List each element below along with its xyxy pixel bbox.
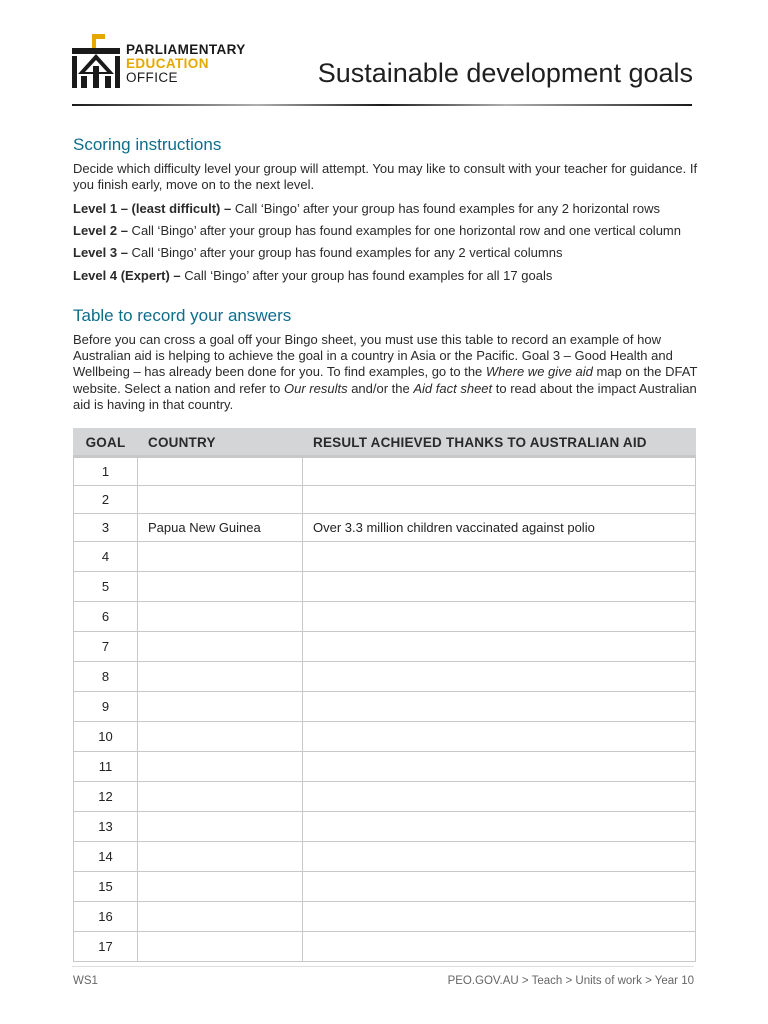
peo-logo	[72, 34, 262, 90]
scoring-intro: Decide which difficulty level your group will attempt. You may like to consult with your teacher for guidance. If you finish early, move on to the next level.	[73, 161, 698, 193]
table-row	[74, 542, 696, 572]
goal-cell: 17	[74, 932, 138, 962]
country-cell[interactable]	[138, 572, 303, 602]
result-cell[interactable]	[303, 542, 696, 572]
result-cell[interactable]	[303, 486, 696, 514]
goal-cell: 14	[74, 842, 138, 872]
goal-cell: 13	[74, 812, 138, 842]
country-cell[interactable]	[138, 932, 303, 962]
table-row	[74, 932, 696, 962]
country-cell[interactable]	[138, 486, 303, 514]
record-heading: Table to record your answers	[73, 306, 292, 325]
country-cell[interactable]	[138, 632, 303, 662]
table-row	[74, 692, 696, 722]
header-divider	[72, 104, 692, 106]
level-text: Call ‘Bingo’ after your group has found examples for all 17 goals	[180, 268, 553, 283]
goal-cell: 2	[74, 486, 138, 514]
table-row	[74, 632, 696, 662]
goal-cell: 7	[74, 632, 138, 662]
table-row	[74, 722, 696, 752]
footer-breadcrumb: PEO.GOV.AU > Teach > Units of work > Year 10	[447, 975, 694, 987]
country-cell[interactable]	[138, 752, 303, 782]
goal-cell: 12	[74, 782, 138, 812]
table-row	[74, 457, 696, 486]
goal-cell: 15	[74, 872, 138, 902]
record-text-4: to read about the impact Australian aid is having in that country.	[73, 380, 697, 412]
country-cell[interactable]	[138, 872, 303, 902]
table-row	[74, 872, 696, 902]
scoring-heading: Scoring instructions	[73, 135, 222, 154]
result-cell[interactable]	[303, 632, 696, 662]
record-instructions	[73, 332, 698, 413]
goal-cell: 6	[74, 602, 138, 632]
goal-cell: 9	[74, 692, 138, 722]
result-cell[interactable]	[303, 572, 696, 602]
country-cell[interactable]: Papua New Guinea	[138, 514, 303, 542]
table-row	[74, 752, 696, 782]
country-cell[interactable]	[138, 902, 303, 932]
country-cell[interactable]	[138, 542, 303, 572]
result-cell[interactable]	[303, 872, 696, 902]
table-row	[74, 486, 696, 514]
level-text: Call ‘Bingo’ after your group has found examples for any 2 horizontal rows	[231, 201, 660, 216]
result-cell[interactable]	[303, 602, 696, 632]
level-text: Call ‘Bingo’ after your group has found examples for one horizontal row and one vertical column	[127, 223, 681, 238]
goal-column-header: GOAL	[74, 429, 138, 457]
record-text-1: Before you can cross a goal off your Bingo sheet, you must use this table to record an example of how Australian aid is helping to achieve the goal in a country in Asia or the Pacific. Goal 3 – Good Health and Wellbeing – has already been done for you. To find examples, go to the	[73, 332, 673, 380]
answers-table-body	[74, 457, 696, 962]
goal-cell: 10	[74, 722, 138, 752]
where-we-give-aid-ref: Where we give aid	[485, 364, 593, 380]
page-title: Sustainable development goals	[317, 58, 693, 88]
level-3	[73, 245, 562, 260]
goal-cell: 4	[74, 542, 138, 572]
result-cell[interactable]	[303, 842, 696, 872]
country-cell[interactable]	[138, 692, 303, 722]
result-cell[interactable]	[303, 932, 696, 962]
country-cell[interactable]	[138, 782, 303, 812]
goal-cell: 3	[74, 514, 138, 542]
table-row	[74, 902, 696, 932]
logo-line-education: EDUCATION	[126, 56, 209, 71]
table-row	[74, 602, 696, 632]
answers-table	[73, 428, 696, 962]
table-header-row	[74, 429, 696, 457]
level-1	[73, 201, 660, 216]
result-cell[interactable]	[303, 457, 696, 486]
result-column-header: RESULT ACHIEVED THANKS TO AUSTRALIAN AID	[303, 429, 696, 457]
result-cell[interactable]	[303, 902, 696, 932]
result-cell[interactable]	[303, 662, 696, 692]
record-text-3: and/or the	[347, 380, 414, 396]
aid-fact-sheet-ref: Aid fact sheet	[413, 380, 493, 396]
level-label: Level 2 –	[73, 223, 128, 238]
parliament-house-logo-icon	[72, 34, 120, 88]
result-cell[interactable]	[303, 722, 696, 752]
level-2	[73, 223, 681, 238]
table-row	[74, 514, 696, 542]
logo-wordmark	[126, 43, 246, 85]
record-text-2: map on the DFAT website. Select a nation and refer to	[73, 364, 698, 396]
country-cell[interactable]	[138, 812, 303, 842]
country-cell[interactable]	[138, 457, 303, 486]
level-label: Level 1 – (least difficult) –	[73, 201, 232, 216]
country-cell[interactable]	[138, 602, 303, 632]
table-row	[74, 842, 696, 872]
country-cell[interactable]	[138, 662, 303, 692]
level-label: Level 4 (Expert) –	[73, 268, 181, 283]
result-cell[interactable]	[303, 782, 696, 812]
table-row	[74, 812, 696, 842]
level-text: Call ‘Bingo’ after your group has found examples for any 2 vertical columns	[127, 245, 563, 260]
country-cell[interactable]	[138, 842, 303, 872]
logo-line-parliamentary: PARLIAMENTARY	[126, 42, 246, 57]
level-4	[73, 268, 552, 283]
result-cell[interactable]: Over 3.3 million children vaccinated against polio	[303, 514, 696, 542]
result-cell[interactable]	[303, 692, 696, 722]
table-row	[74, 662, 696, 692]
result-cell[interactable]	[303, 752, 696, 782]
level-label: Level 3 –	[73, 245, 128, 260]
goal-cell: 1	[74, 457, 138, 486]
worksheet-code: WS1	[73, 975, 98, 987]
footer-divider	[72, 966, 694, 967]
goal-cell: 5	[74, 572, 138, 602]
table-row	[74, 782, 696, 812]
goal-cell: 11	[74, 752, 138, 782]
goal-cell: 16	[74, 902, 138, 932]
table-row	[74, 572, 696, 602]
country-column-header: COUNTRY	[138, 429, 303, 457]
result-cell[interactable]	[303, 812, 696, 842]
logo-line-office: OFFICE	[126, 70, 178, 85]
goal-cell: 8	[74, 662, 138, 692]
country-cell[interactable]	[138, 722, 303, 752]
our-results-ref: Our results	[284, 380, 348, 396]
